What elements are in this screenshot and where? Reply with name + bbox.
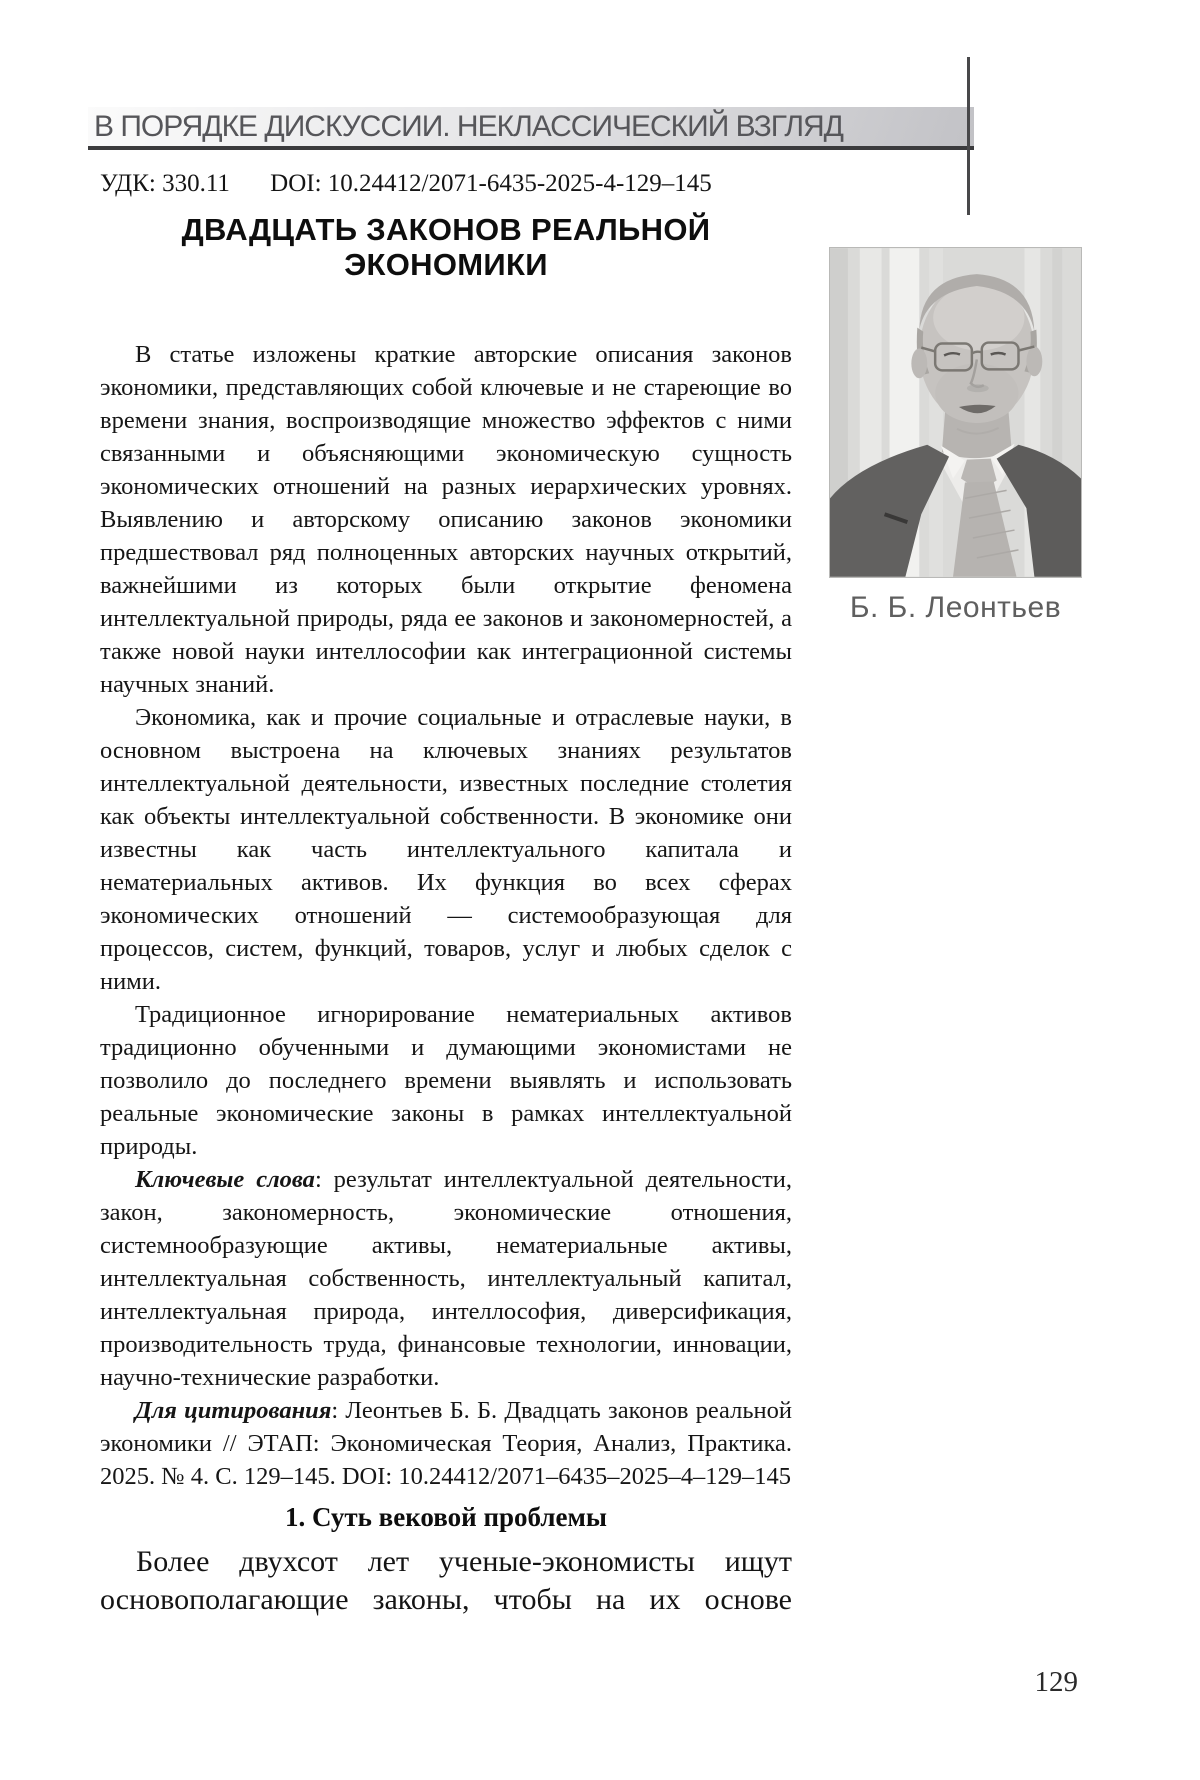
abstract-paragraph-1: В статье изложены краткие авторские описания законов экономики, представляющих собой ключевые и не стареющие во времени знания, воспроизводящие множество эффектов с ними связанными и объясняющими экономическую сущность экономических отношений на разных иерархических уровнях. Выявлению и авторскому описанию законов экономики предшествовал ряд полноценных авторских научных открытий, важнейшими из которых были открытие феномена интеллектуальной природы, ряда ее законов и закономерностей, а также новой науки интеллософии как интеграционной системы научных знаний. (100, 341, 792, 698)
udk-doi-line (100, 170, 712, 198)
author-photo (829, 247, 1082, 578)
udk-code: УДК: 330.11 (100, 170, 230, 197)
citation-paragraph (100, 1394, 792, 1493)
article-title-line1: ДВАДЦАТЬ ЗАКОНОВ РЕАЛЬНОЙ (181, 212, 711, 247)
vertical-rule-divider (967, 57, 970, 215)
keywords-text: : результат интеллектуальной деятельности, закон, закономерность, экономические отношения, системнообразующие активы, нематериальные активы, интеллектуальная собственность, интеллектуальный капитал, интеллектуальная природа, интеллософия, диверсификация, производительность труда, финансовые технологии, инновации, научно-технические разработки. (100, 1166, 792, 1391)
keywords-paragraph (100, 1163, 792, 1394)
rubric-title: В ПОРЯДКЕ ДИСКУССИИ. НЕКЛАССИЧЕСКИЙ ВЗГЛЯД (94, 109, 843, 143)
rubric-bar (88, 107, 974, 150)
doi-code: DOI: 10.24412/2071-6435-2025-4-129–145 (270, 170, 712, 197)
section-1 (100, 1502, 792, 1619)
article-title-line2: ЭКОНОМИКИ (344, 247, 548, 282)
page-number: 129 (1034, 1666, 1078, 1698)
abstract-paragraph-2: Экономика, как и прочие социальные и отраслевые науки, в основном выстроена на ключевых знаниях результатов интеллектуальной деятельности, известных последние столетия как объекты интеллектуальной собственности. В экономике они известны как часть интеллектуального капитала и нематериальных активов. Их функция во всех сферах экономических отношений — системообразующая для процессов, систем, функций, товаров, услуг и любых сделок с ними. (100, 704, 792, 995)
author-portrait-svg (830, 248, 1081, 577)
abstract-block (100, 338, 792, 1493)
photo-caption: Б. Б. Леонтьев (849, 591, 1062, 624)
article-title (100, 212, 792, 282)
section-heading: 1. Суть вековой проблемы (285, 1502, 607, 1532)
citation-text: : Леонтьев Б. Б. Двадцать законов реальной экономики // ЭТАП: Экономическая Теория, Анализ, Практика. 2025. № 4. С. 129–145. DOI: 10.24412/2071–6435–2025–4–129–145 (100, 1397, 792, 1490)
citation-label: Для цитирования (135, 1397, 332, 1424)
keywords-label: Ключевые слова (135, 1166, 315, 1193)
abstract-paragraph-3: Традиционное игнорирование нематериальных активов традиционно обученными и думающими экономистами не позволило до последнего времени выявлять и использовать реальные экономические законы в рамках интеллектуальной природы. (100, 1001, 792, 1160)
section-paragraph: Более двухсот лет ученые-экономисты ищут основополагающие законы, чтобы на их основе (100, 1545, 792, 1616)
